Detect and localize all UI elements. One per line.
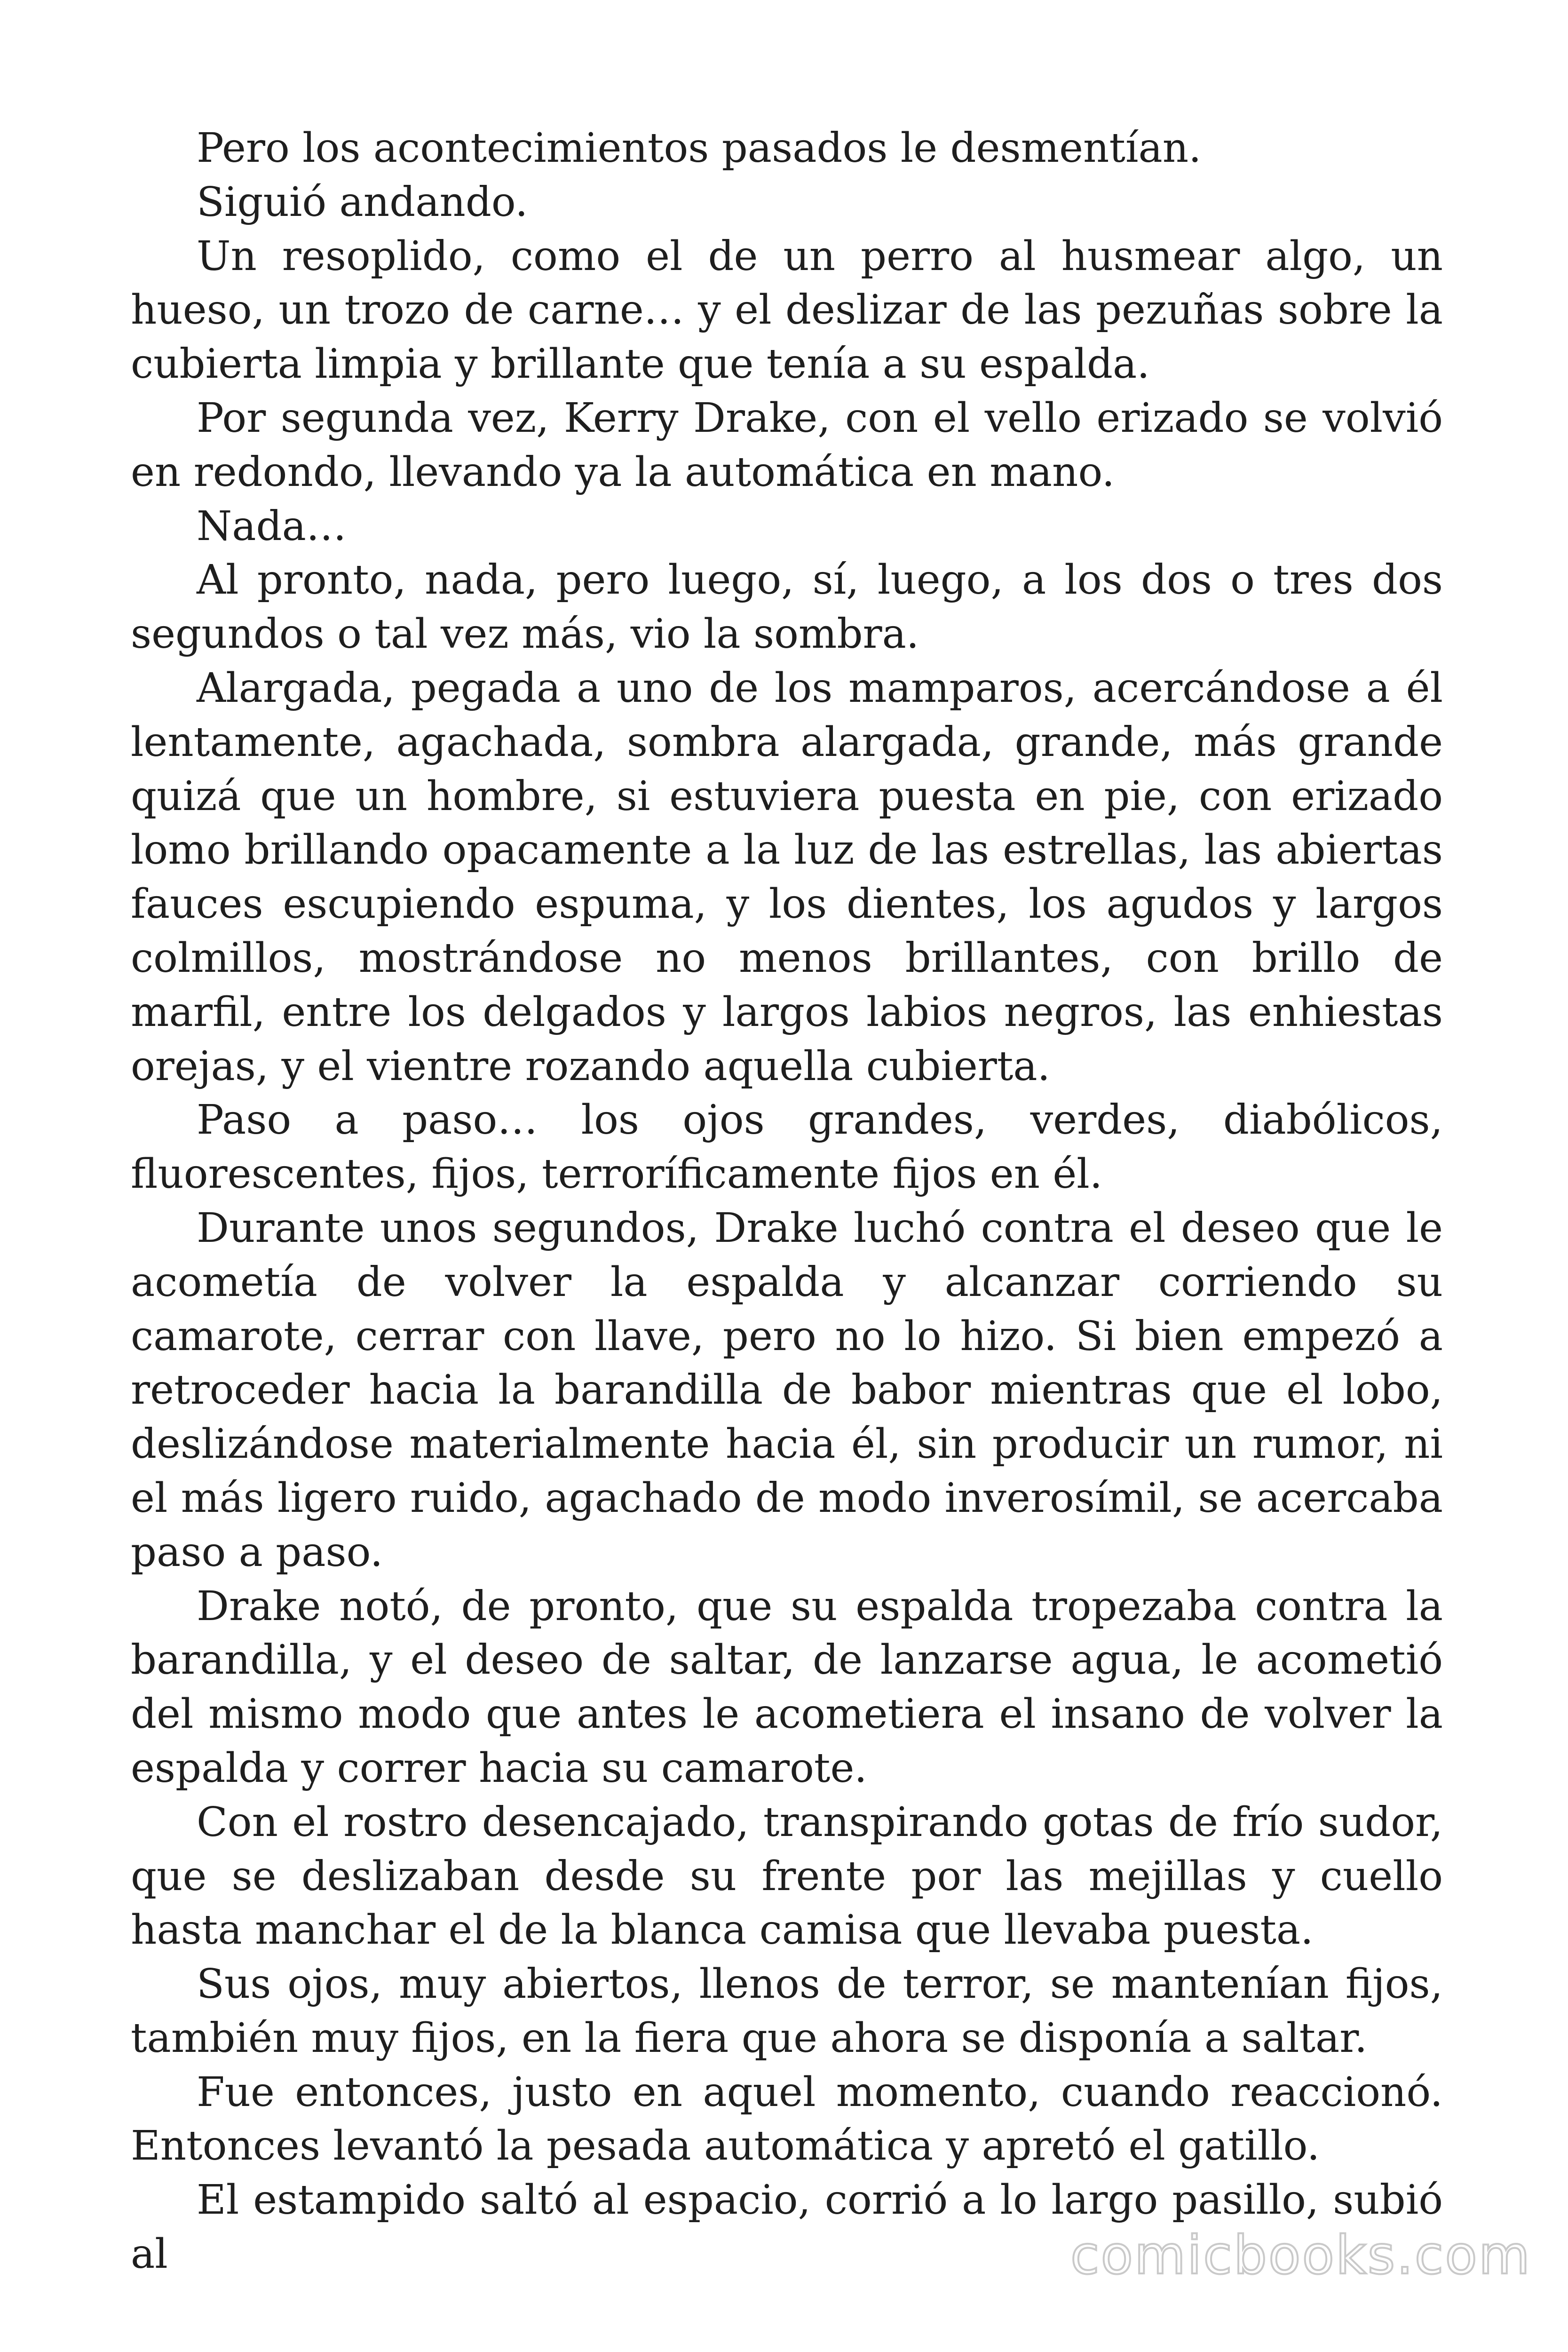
paragraph-12: Sus ojos, muy abiertos, llenos de terror, se mantenían fijos, también muy fijos, en la fiera que ahora se disponía a saltar. — [131, 1961, 1443, 2062]
paragraph-13: Fue entonces, justo en aquel momento, cuando reaccionó. Entonces levantó la pesada automática y apretó el gatillo. — [131, 2068, 1443, 2170]
paragraph-1: Pero los acontecimientos pasados le desmentían. — [197, 125, 1202, 172]
paragraph-8: Paso a paso… los ojos grandes, verdes, diabólicos, fluorescentes, fijos, terroríficamente fijos en él. — [131, 1097, 1443, 1198]
watermark: comicbooks.com — [1070, 2225, 1531, 2286]
paragraph-10: Drake notó, de pronto, que su espalda tropezaba contra la barandilla, y el deseo de saltar, de lanzarse agua, le acometió del mismo modo que antes le acometiera el insano de volver la espalda y correr hacia su camarote. — [131, 1582, 1443, 1792]
paragraph-4: Por segunda vez, Kerry Drake, con el vello erizado se volvió en redondo, llevando ya la automática en mano. — [131, 394, 1443, 496]
paragraph-2: Siguió andando. — [197, 178, 528, 226]
body-text — [131, 121, 1443, 2281]
paragraph-14: El estampido saltó al espacio, corrió a lo largo pasillo, subió al — [131, 2177, 1443, 2278]
paragraph-5: Nada… — [197, 502, 347, 550]
paragraph-3: Un resoplido, como el de un perro al husmear algo, un hueso, un trozo de carne… y el deslizar de las pezuñas sobre la cubierta limpia y brillante que tenía a su espalda. — [131, 232, 1443, 388]
paragraph-11: Con el rostro desencajado, transpirando gotas de frío sudor, que se deslizaban desde su frente por las mejillas y cuello hasta manchar el de la blanca camisa que llevaba puesta. — [131, 1798, 1443, 1954]
paragraph-9: Durante unos segundos, Drake luchó contra el deseo que le acometía de volver la espalda y alcanzar corriendo su camarote, cerrar con llave, pero no lo hizo. Si bien empezó a retroceder hacia la barandilla de babor mientras que el lobo, deslizándose materialmente hacia él, sin producir un rumor, ni el más ligero ruido, agachado de modo inverosímil, se acercaba paso a paso. — [131, 1204, 1443, 1576]
paragraph-7: Alargada, pegada a uno de los mamparos, acercándose a él lentamente, agachada, sombra alargada, grande, más grande quizá que un hombre, si estuviera puesta en pie, con erizado lomo brillando opacamente a la luz de las estrellas, las abiertas fauces escupiendo espuma, y los dientes, los agudos y largos colmillos, mostrándose no menos brillantes, con brillo de marfil, entre los delgados y largos labios negros, las enhiestas orejas, y el vientre rozando aquella cubierta. — [131, 664, 1443, 1090]
paragraph-6: Al pronto, nada, pero luego, sí, luego, a los dos o tres dos segundos o tal vez más, vio la sombra. — [131, 556, 1443, 658]
